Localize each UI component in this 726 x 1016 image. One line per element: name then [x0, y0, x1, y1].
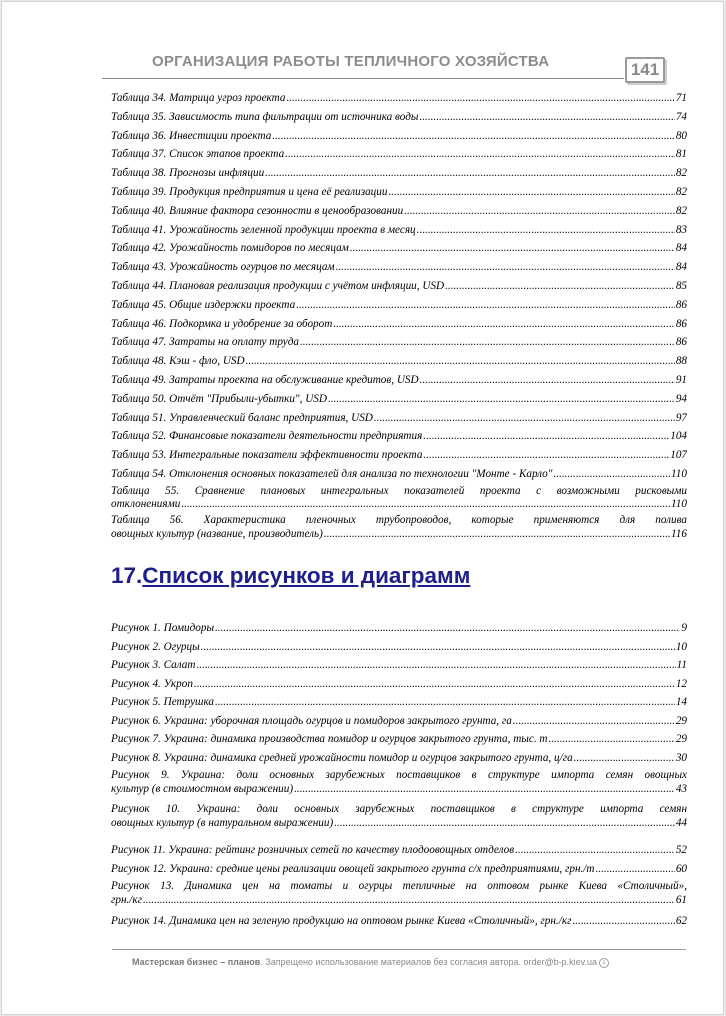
toc-entry[interactable]: Таблица 47. Затраты на оплату труда ..... 86	[111, 334, 687, 353]
toc-entry[interactable]: Рисунок 1. Помидоры ..... 9	[111, 620, 687, 639]
page-header-title: ОРГАНИЗАЦИЯ РАБОТЫ ТЕПЛИЧНОГО ХОЗЯЙСТВА	[152, 53, 550, 70]
toc-entry[interactable]: Рисунок 8. Украина: динамика средней урожайности помидор и огурцов закрытого грунта, ц/га ..... 30	[111, 750, 687, 769]
toc-entry[interactable]: Таблица 46. Подкормка и удобрение за оборот ..... 86	[111, 316, 687, 335]
toc-entry[interactable]: Таблица 34. Матрица угроз проекта ..... 71	[111, 90, 687, 109]
document-page	[1, 1, 724, 1015]
toc-entry-multiline[interactable]: Таблица 56. Характеристика пленочных трубопроводов, которые применяются для полива овощных культур (название, производитель) ..... 116	[111, 513, 687, 549]
footer-divider	[112, 949, 686, 950]
toc-entry[interactable]: Таблица 45. Общие издержки проекта ..... 86	[111, 297, 687, 316]
toc-entry[interactable]: Таблица 49. Затраты проекта на обслуживание кредитов, USD ..... 91	[111, 372, 687, 391]
toc-entry[interactable]: Таблица 51. Управленческий баланс предприятия, USD ..... 97	[111, 410, 687, 429]
toc-entry[interactable]: Таблица 40. Влияние фактора сезонности в ценообразовании ..... 82	[111, 203, 687, 222]
page-footer	[132, 957, 609, 968]
toc-entry[interactable]: Рисунок 11. Украина: рейтинг розничных сетей по качеству плодоовощных отделов ..... 52	[111, 842, 687, 861]
footer-brand: Мастерская бизнес – планов	[132, 957, 261, 967]
page-number: 141	[625, 57, 665, 83]
toc-entry[interactable]: Таблица 41. Урожайность зеленной продукции проекта в месяц ..... 83	[111, 222, 687, 241]
header-divider	[102, 78, 624, 79]
toc-entry[interactable]: Рисунок 12. Украина: средние цены реализации овощей закрытого грунта с/х предприятиями, грн./т ..... 60	[111, 861, 687, 880]
toc-entry[interactable]: Таблица 54. Отклонения основных показателей для анализа по технологии "Монте - Карло" ..... 110	[111, 466, 687, 485]
toc-entry[interactable]: Таблица 39. Продукция предприятия и цена её реализации ..... 82	[111, 184, 687, 203]
toc-entry-multiline[interactable]: Рисунок 10. Украина: доли основных зарубежных поставщиков в структуре импорта семян овощных культур (в натуральном выражении) ..... 44	[111, 802, 687, 842]
toc-entry[interactable]: Рисунок 2. Огурцы ..... 10	[111, 639, 687, 658]
toc-entry[interactable]: Таблица 44. Плановая реализация продукции с учётом инфляции, USD ..... 85	[111, 278, 687, 297]
toc-entry[interactable]: Рисунок 6. Украина: уборочная площадь огурцов и помидоров закрытого грунта, га ..... 29	[111, 713, 687, 732]
toc-entry-multiline[interactable]: Рисунок 13. Динамика цен на томаты и огурцы тепличные на оптовом рынке Киева «Столичный», грн./кг ..... 61	[111, 879, 687, 913]
toc-entry[interactable]: Таблица 36. Инвестиции проекта ..... 80	[111, 128, 687, 147]
toc-entry[interactable]: Таблица 35. Зависимость типа фильтрации от источника воды ..... 74	[111, 109, 687, 128]
footer-text: . Запрещено использование материалов без согласия автора. order@b-p.kiev.ua	[260, 957, 597, 967]
toc-entry[interactable]: Таблица 43. Урожайность огурцов по месяцам ..... 84	[111, 259, 687, 278]
section-heading[interactable]: 17.Список рисунков и диаграмм	[111, 563, 471, 588]
toc-entry-multiline[interactable]: Таблица 55. Сравнение плановых интегральных показателей проекта с возможными рисковыми отклонениями ..... 110	[111, 485, 687, 513]
toc-entry[interactable]: Рисунок 4. Укроп ..... 12	[111, 676, 687, 695]
toc-entry[interactable]: Таблица 50. Отчёт "Прибыли-убытки", USD ..... 94	[111, 391, 687, 410]
toc-entry[interactable]: Таблица 37. Список этапов проекта ..... 81	[111, 146, 687, 165]
toc-entry-multiline[interactable]: Рисунок 9. Украина: доли основных зарубежных поставщиков в структуре импорта семян овощных культур (в стоимостном выражении) ..... 43	[111, 768, 687, 802]
section-heading-link[interactable]: Список рисунков и диаграмм	[142, 563, 471, 588]
toc-entry[interactable]: Рисунок 14. Динамика цен на зеленую продукцию на оптовом рынке Киева «Столичный», грн./кг ..... 62	[111, 913, 687, 932]
toc-entry[interactable]: Рисунок 7. Украина: динамика производства помидор и огурцов закрытого грунта, тыс. т ..... 29	[111, 731, 687, 750]
toc-entry[interactable]: Таблица 42. Урожайность помидоров по месяцам ..... 84	[111, 240, 687, 259]
toc-entry[interactable]: Таблица 38. Прогнозы инфляции ..... 82	[111, 165, 687, 184]
toc-entry[interactable]: Таблица 52. Финансовые показатели деятельности предприятия ..... 104	[111, 428, 687, 447]
toc-entry[interactable]: Таблица 53. Интегральные показатели эффективности проекта ..... 107	[111, 447, 687, 466]
copyright-icon: c	[599, 958, 609, 968]
tables-list	[111, 90, 687, 549]
figures-list	[111, 620, 687, 932]
toc-entry[interactable]: Рисунок 3. Салат ..... 11	[111, 657, 687, 676]
toc-entry[interactable]: Рисунок 5. Петрушка ..... 14	[111, 694, 687, 713]
toc-entry[interactable]: Таблица 48. Кэш - фло, USD ..... 88	[111, 353, 687, 372]
